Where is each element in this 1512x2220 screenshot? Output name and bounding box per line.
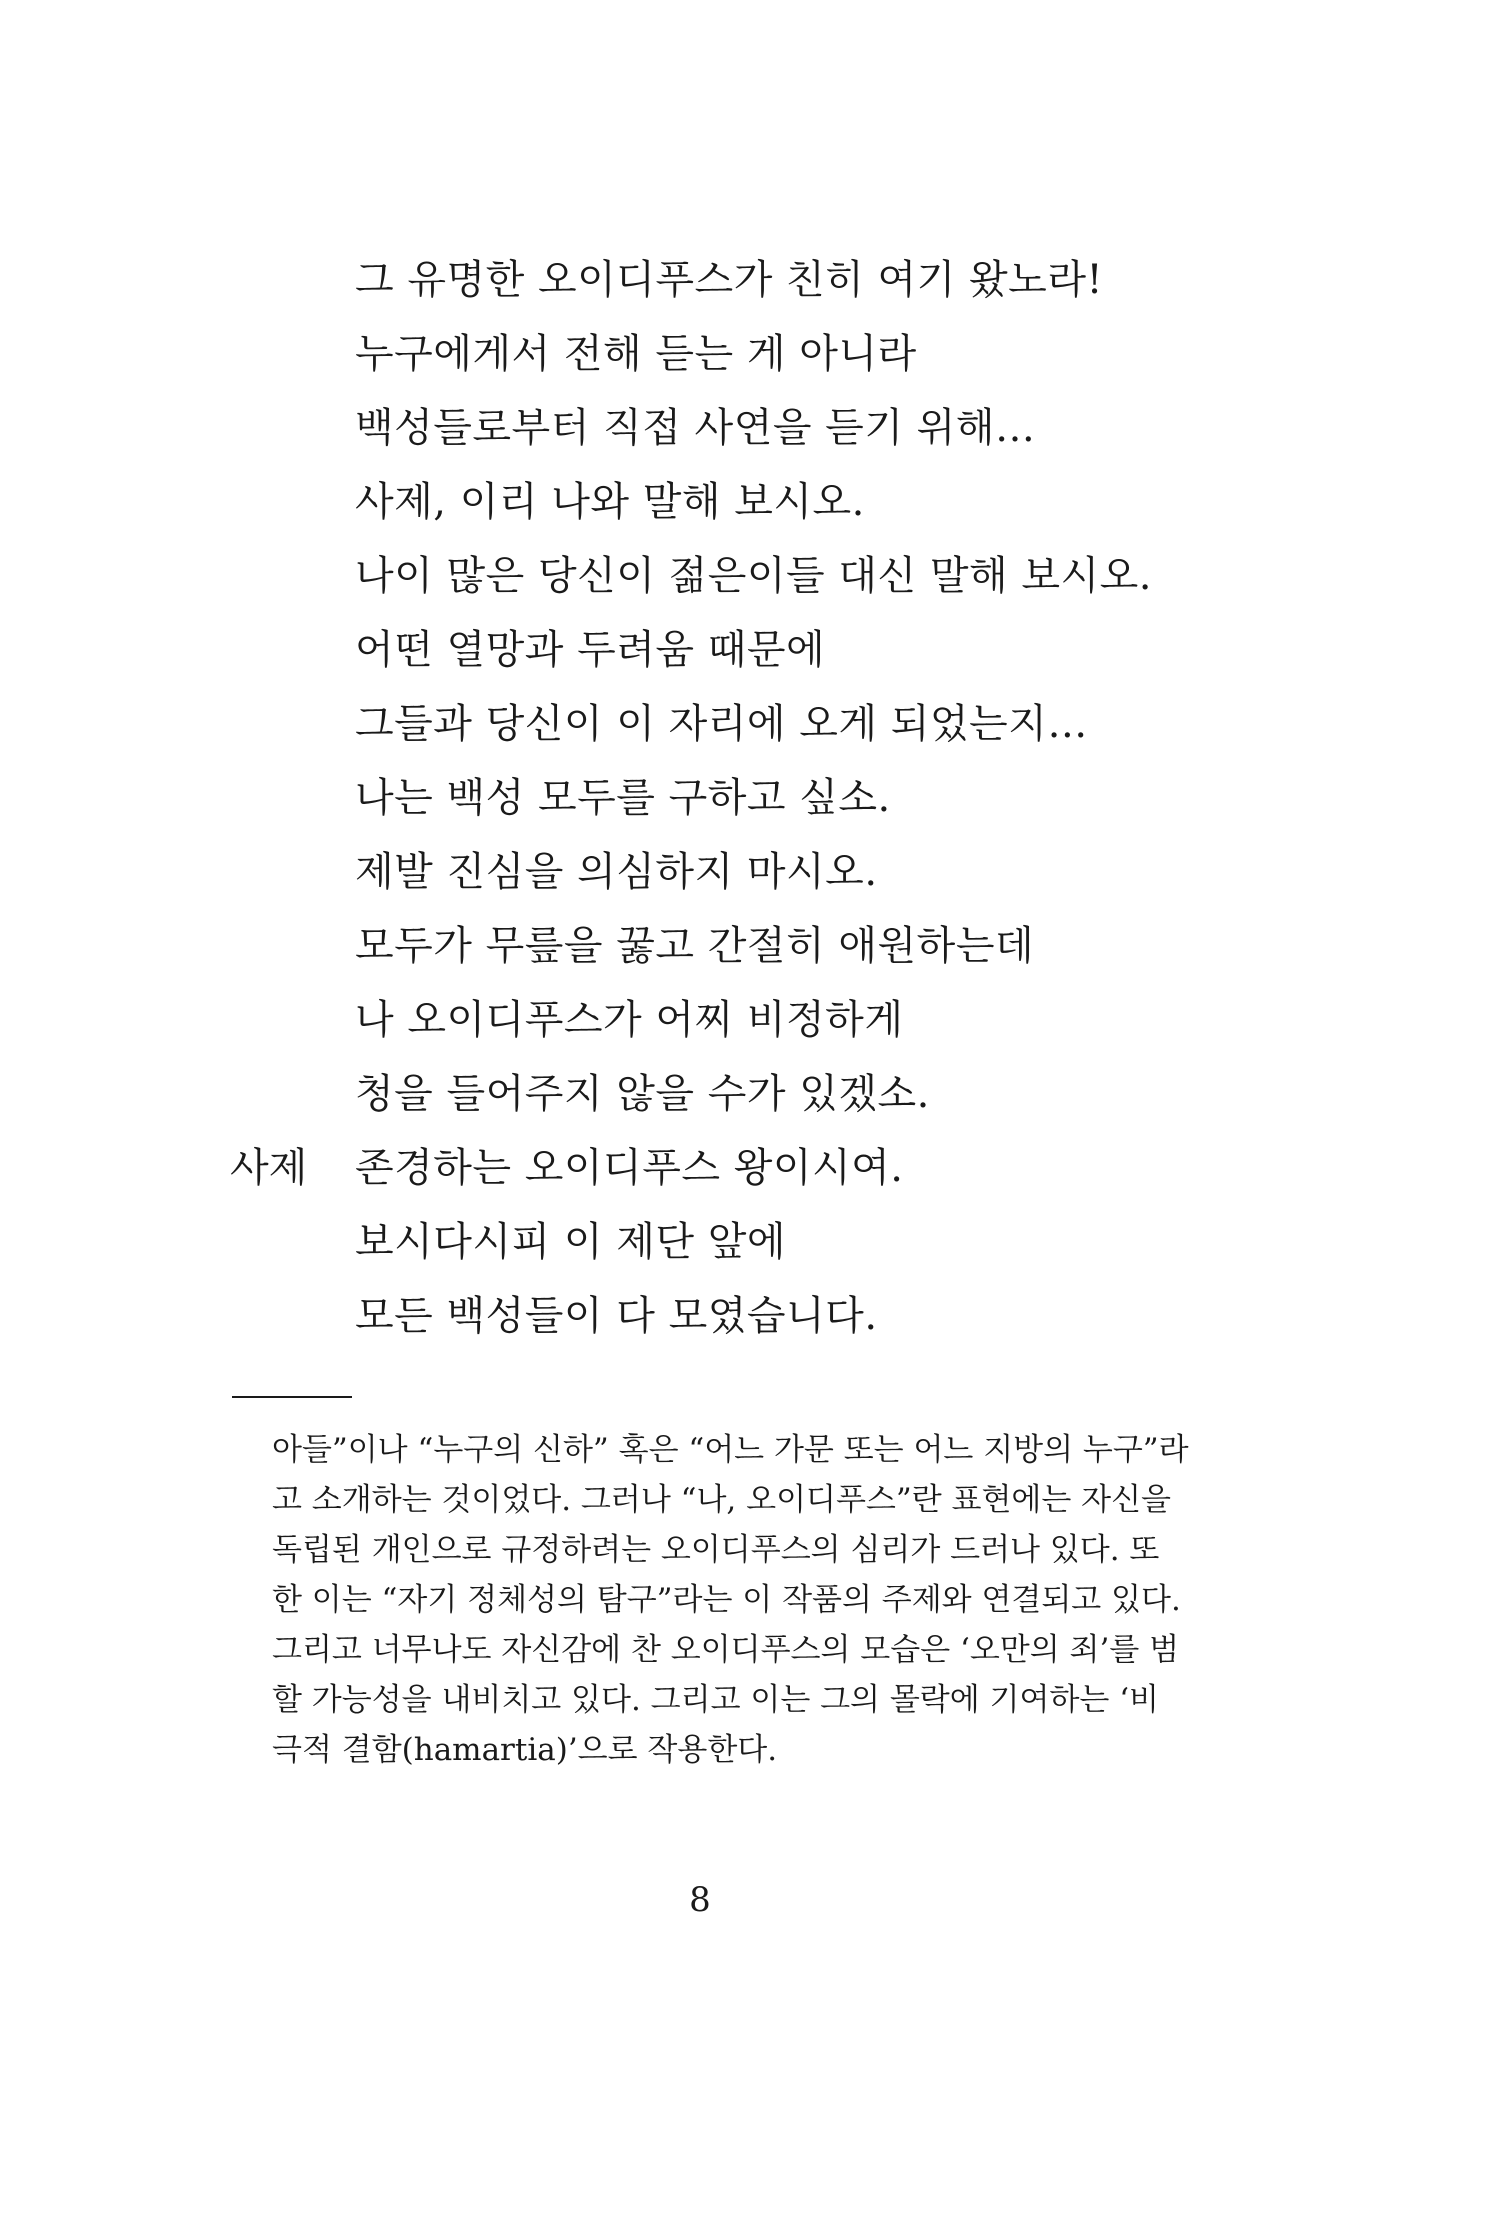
page-number: 8	[689, 1880, 711, 1920]
footnote-line: 독립된 개인으로 규정하려는 오이디푸스의 심리가 드러나 있다. 또	[272, 1532, 1160, 1568]
footnote-line: 아들”이나 “누구의 신하” 혹은 “어느 가문 또는 어느 지방의 누구”라	[272, 1432, 1189, 1468]
verse-line: 그 유명한 오이디푸스가 친히 여기 왔노라!	[355, 257, 1104, 303]
footnote-line: 그리고 너무나도 자신감에 찬 오이디푸스의 모습은 ‘오만의 죄’를 범	[272, 1632, 1180, 1668]
verse-line: 누구에게서 전해 듣는 게 아니라	[355, 331, 917, 377]
footnote-line: 한 이는 “자기 정체성의 탐구”라는 이 작품의 주제와 연결되고 있다.	[272, 1582, 1181, 1618]
verse-line: 백성들로부터 직접 사연을 듣기 위해…	[355, 405, 1036, 451]
speaker-name: 사제	[230, 1145, 308, 1191]
verse-line: 어떤 열망과 두려움 때문에	[355, 627, 826, 673]
verse-line: 제발 진심을 의심하지 마시오.	[355, 849, 878, 895]
verse-line: 그들과 당신이 이 자리에 오게 되었는지…	[355, 701, 1088, 747]
verse-line: 모두가 무릎을 꿇고 간절히 애원하는데	[355, 923, 1035, 969]
footnote-line: 고 소개하는 것이었다. 그러나 “나, 오이디푸스”란 표현에는 자신을	[272, 1482, 1171, 1518]
footnote-divider	[232, 1396, 352, 1398]
footnote-line: 극적 결함(hamartia)’으로 작용한다.	[272, 1732, 778, 1768]
verse-line: 나는 백성 모두를 구하고 싶소.	[355, 775, 891, 821]
footnote-line: 할 가능성을 내비치고 있다. 그리고 이는 그의 몰락에 기여하는 ‘비	[272, 1682, 1159, 1718]
verse-line: 청을 들어주지 않을 수가 있겠소.	[355, 1071, 930, 1117]
speaker-line: 보시다시피 이 제단 앞에	[355, 1219, 787, 1265]
speaker-line: 모든 백성들이 다 모였습니다.	[355, 1293, 878, 1339]
verse-line: 나 오이디푸스가 어찌 비정하게	[355, 997, 904, 1043]
verse-line: 나이 많은 당신이 젊은이들 대신 말해 보시오.	[355, 553, 1153, 599]
verse-line: 사제, 이리 나와 말해 보시오.	[355, 479, 865, 525]
speaker-line: 존경하는 오이디푸스 왕이시여.	[355, 1145, 904, 1191]
